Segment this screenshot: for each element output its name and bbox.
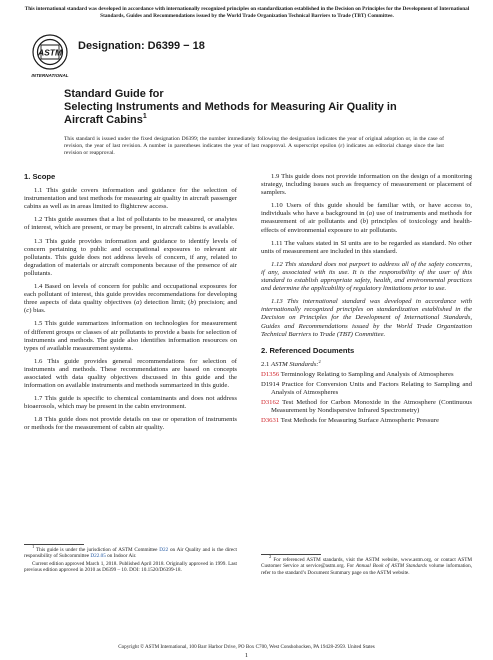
p4-part-a: 1.4 Based on levels of concern for public and occupational exposures for each pollutant of interest, this guide provides recommendations for developing three aspects of data quality objectives (	[24, 283, 237, 307]
p4-item-c: c	[26, 307, 30, 315]
footnote-2-mark: 2	[269, 554, 272, 559]
p4-part-c: ) precision; and (	[24, 299, 237, 315]
left-column	[24, 173, 237, 438]
reference-item	[261, 381, 472, 397]
standard-type: Standard Guide for	[64, 88, 164, 100]
reference-title: Practice for Conversion Units and Factors Relating to Sampling and Analysis of Atmospheres	[271, 380, 472, 397]
reference-code-link[interactable]: D3631	[261, 417, 280, 425]
paragraph-1-12: 1.12 This standard does not purport to address all of the safety concerns, if any, associated with its use. It is the responsibility of the user of this standard to establish appropriate safety, health, and environmental practices and determine the applicability of regulatory limitations prior to use.	[261, 260, 472, 293]
scope-heading: 1. Scope	[24, 172, 56, 181]
page-number: 1	[244, 652, 249, 659]
paragraph-1-11: 1.11 The values stated in SI units are to be regarded as standard. No other units of measurement are included in this standard.	[261, 239, 472, 255]
logo-bottom-text: INTERNATIONAL	[31, 73, 69, 78]
referenced-documents-heading: 2. Referenced Documents	[261, 345, 355, 355]
astm-logo-icon	[30, 32, 70, 80]
document-title	[64, 101, 424, 127]
reference-code-link[interactable]: D1914	[261, 380, 280, 388]
paragraph-1-10	[261, 202, 472, 234]
footnote-1-part-a: This guide is under the jurisdiction of ASTM Committee	[34, 547, 160, 553]
astm-label-text: ASTM Standards:	[271, 360, 319, 368]
astm-label-number: 2.1	[261, 360, 272, 368]
p10-part-c: ) principles of toxicology and health-effects of environmental exposure to air pollutants.	[261, 218, 472, 234]
reference-item	[261, 371, 472, 379]
reference-item	[261, 399, 472, 415]
paragraph-1-3: 1.3 This guide provides information and guidance to identify levels of concern pertaining to public and occupational exposures to relevant air pollutants. This guide does not address levels of concern, if any, related to degradation of materials or aircraft components because of the presence of air pollutants.	[24, 237, 237, 277]
reference-item	[261, 417, 472, 425]
right-column	[261, 173, 472, 427]
title-text: Selecting Instruments and Methods for Measuring Air Quality in Aircraft Cabins	[64, 101, 397, 126]
p4-part-b: ) detection limit; (	[139, 299, 191, 307]
footnote-1-mark: 1	[32, 544, 35, 549]
reference-title: Test Methods for Measuring Surface Atmospheric Pressure	[279, 417, 439, 425]
astm-label-footnote: 2	[318, 358, 321, 364]
paragraph-1-8: 1.8 This guide does not provide details on use or operation of instruments or methods for the measurement of cabin air quality.	[24, 416, 237, 432]
logo-top-text: ASTM	[37, 47, 63, 58]
designation: Designation: D6399 − 18	[78, 40, 205, 52]
reference-list	[261, 371, 472, 426]
p4-part-d: ) bias.	[29, 307, 46, 315]
paragraph-1-5: 1.5 This guide summarizes information on technologies for measurement of different groups or classes of air pollutants to provide a basis for selection of instruments and methods. The guide also identifies information resources on types of available measurement systems.	[24, 320, 237, 352]
p10-part-b: ) use of instruments and methods for measurement of air pollutants and (	[261, 210, 472, 226]
p4-item-b: b	[190, 299, 194, 307]
footnote-1	[24, 544, 237, 560]
footnote-1-edition: Current edition approved March 1, 2018. Published April 2018. Originally approved in 1999. Last previous edition approved in 2010 as D6399 – 10. DOI: 10.1520/D6399-18.	[24, 560, 237, 574]
paragraph-1-2: 1.2 This guide assumes that a list of pollutants to be measured, or analytes of interest, which are present, or may be present, in aircraft cabins is available.	[24, 216, 237, 232]
reference-title: Terminology Relating to Sampling and Analysis of Atmospheres	[279, 370, 454, 378]
footnotes-right	[261, 554, 473, 577]
paragraph-1-1: 1.1 This guide covers information and guidance for the selection of instrumentation and test methods for measuring air quality in aircraft passenger cabins as well as in areas limited to flightcrew access.	[24, 187, 237, 211]
p10-item-a: a	[368, 210, 373, 218]
copyright-line: Copyright © ASTM International, 100 Barr Harbor Drive, PO Box C700, West Conshohocken, PA 19428-2959. United States	[118, 644, 375, 650]
paragraph-1-13: 1.13 This international standard was developed in accordance with internationally recognized principles on standardization established in the Decision on Principles for the Development of International Standards, Guides and Recommendations issued by the World Trade Organization Technical Barriers to Trade (TBT) Committee.	[261, 298, 472, 338]
reference-code-link[interactable]: D1356	[261, 370, 280, 378]
footnote-2	[261, 554, 473, 576]
issued-note: This standard is issued under the fixed designation D6399; the number immediately following the designation indicates the year of original adoption or, in the case of revision, the year of last revision. A number in parentheses indicates the year of last reapproval. A superscript epsilon (ε) indicates an editorial change since the last revision or reapproval.	[64, 136, 444, 156]
footnotes-left	[24, 544, 237, 575]
footnote-2-part-a: For referenced ASTM standards, visit the ASTM website, www.astm.org, or contact ASTM Customer Service at service@astm.org. For	[261, 557, 472, 570]
footnote-2-part-b: volume information, refer to the standard’s Document Summary page on the ASTM website.	[261, 563, 473, 576]
reference-code-link[interactable]: D3162	[261, 399, 280, 407]
paragraph-1-9: 1.9 This guide does not provide information on the design of a monitoring strategy, including issues such as frequency of measurement or placement of samplers.	[261, 173, 472, 197]
international-notice: This international standard was developed in accordance with internationally recognized principles on standardization established in the Decision on Principles for the Development of International Standards, Guides and Recommendations issued by the World Trade Organization Technical Barriers to Trade (TBT) Committee.	[24, 6, 470, 19]
committee-d22-link[interactable]: D22	[159, 547, 169, 553]
p10-item-b: b	[362, 218, 366, 226]
footnote-1-part-b: on Air Quality and is the direct responsibility of Subcommittee	[24, 547, 237, 560]
paragraph-1-7: 1.7 This guide is specific to chemical contaminants and does not address bioaerosols, which may be present in the cabin environment.	[24, 395, 237, 411]
subcommittee-d22-05-link[interactable]: D22.05	[90, 553, 106, 560]
paragraph-1-4	[24, 283, 237, 315]
astm-standards-label	[261, 358, 472, 369]
footnote-1-part-c: on Indoor Air.	[105, 553, 137, 560]
paragraph-1-6: 1.6 This guide provides general recommendations for selection of instruments and methods. These recommendations are based on concepts associated with data quality objectives discussed in this guide and the information on available instruments and methods summarized in this guide.	[24, 357, 237, 390]
footnote-2-italic: Annual Book of ASTM Standards	[355, 563, 427, 570]
p10-part-a: 1.10 Users of this guide should be familiar with, or have access to, individuals who have a background in (	[261, 202, 472, 218]
title-footnote-mark: 1	[142, 113, 147, 120]
reference-title: Test Method for Carbon Monoxide in the Atmosphere (Continuous Measurement by Nondispersive Infrared Spectrometry)	[271, 399, 472, 415]
p4-item-a: a	[136, 299, 140, 307]
